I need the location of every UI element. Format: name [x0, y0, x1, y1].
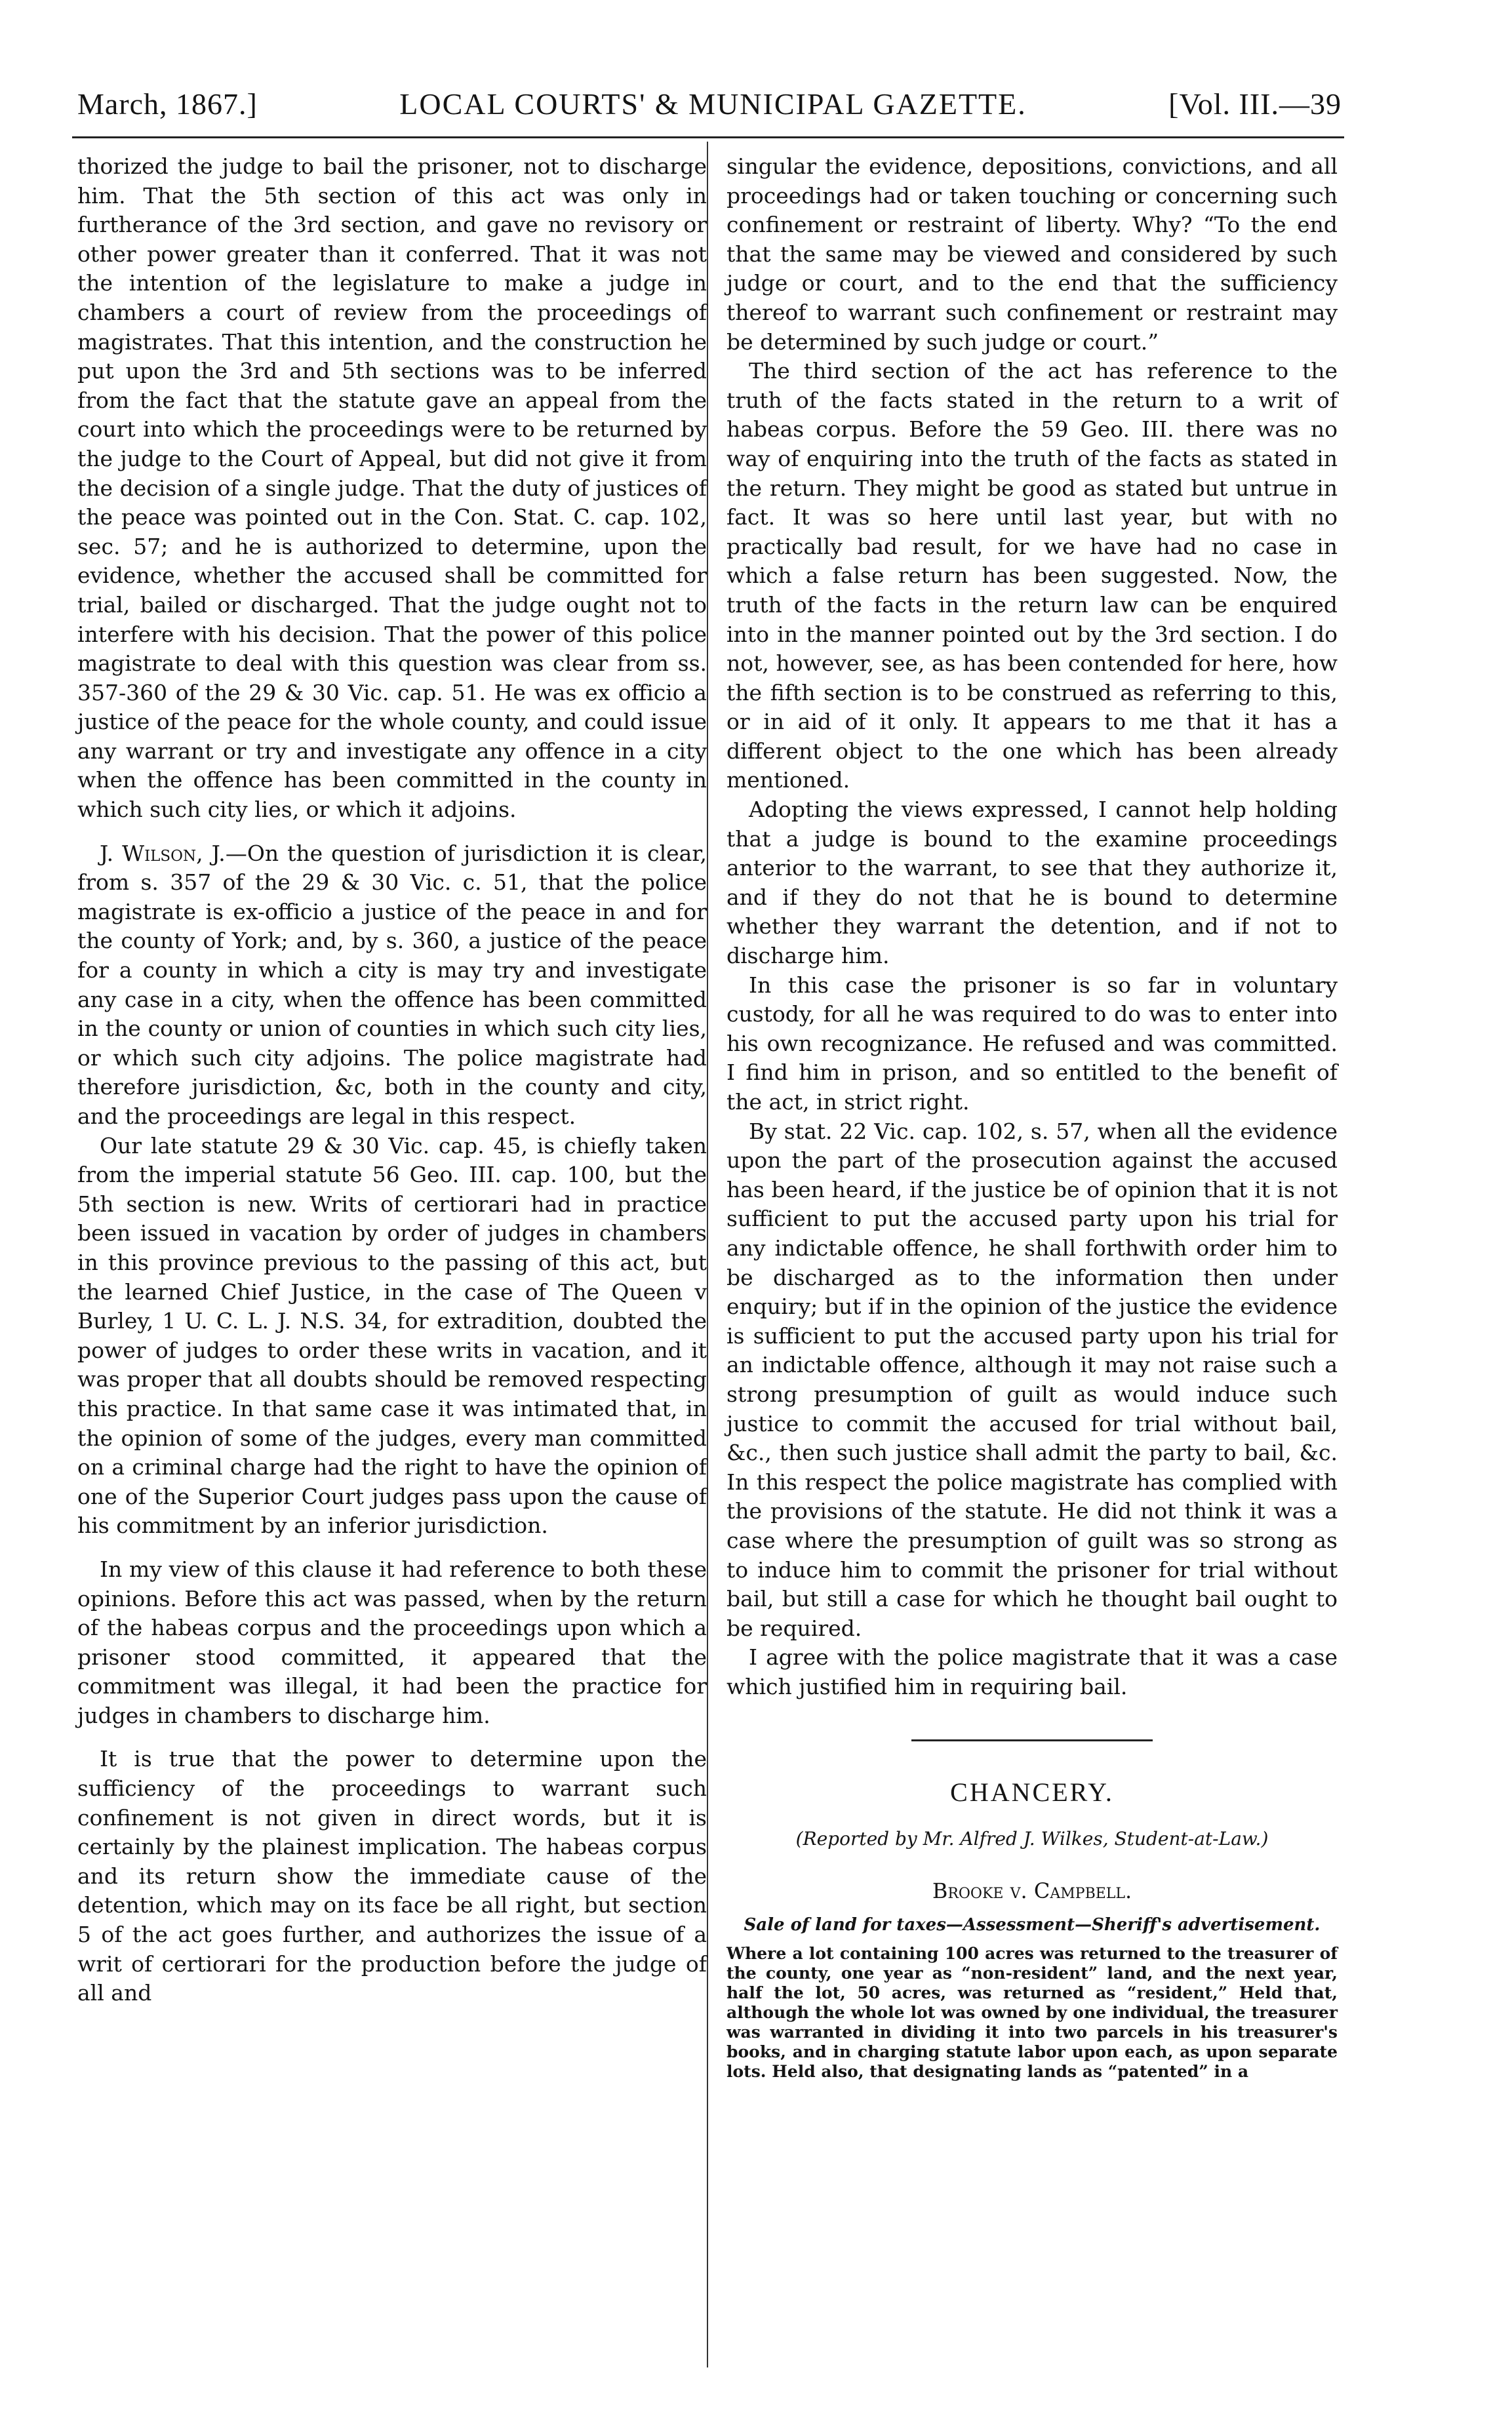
- header-publication-title: LOCAL COURTS' & MUNICIPAL GAZETTE.: [399, 87, 1027, 121]
- section-title: CHANCERY.: [950, 1777, 1114, 1808]
- right-paragraph-6: I agree with the police magistrate that it was a case which justified him in requiring bail.: [726, 1644, 1338, 1699]
- header-rule: [72, 136, 1344, 138]
- case-title: Brooke v. Campbell.: [932, 1878, 1132, 1903]
- left-paragraph-3: Our late statute 29 & 30 Vic. cap. 45, is chiefly taken from the imperial statute 56 Geo. III. cap. 100, but the 5th section is new. Writs of certiorari had in practice been issued in vacation by order of judges in chambers in this province previous to the passing of this act, but the learned Chief Justice, in the case of The Queen v Burley, 1 U. C. L. J. N.S. 34, for extradition, doubted the power of judges to order these writs in vacation, and it was proper that all doubts should be removed respecting this practice. In that same case it was intimated that, in the opinion of some of the judges, every man committed on a criminal charge had the right to have the opinion of one of the Superior Court judges pass upon the cause of his commitment by an inferior jurisdiction.: [77, 1132, 707, 1539]
- column-divider: [707, 142, 708, 2367]
- right-column: [726, 152, 1338, 2082]
- header-volume-page: [Vol. III.—39: [1168, 87, 1342, 121]
- judge-name: J. Wilson, J.: [100, 840, 226, 866]
- left-column: [77, 152, 707, 2008]
- left-paragraph-2: [77, 839, 707, 1132]
- right-paragraph-2: The third section of the act has reference to the truth of the facts stated in the return to a writ of habeas corpus. Before the 59 Geo. III. there was no way of enquiring into the truth of the facts as stated in the return. They might be good as stated but untrue in fact. It was so here until last year, but with no practically bad result, for we have had no case in which a false return has been suggested. Now, the truth of the facts in the return law can be enquired into in the manner pointed out by the 3rd section. I do not, however, see, as has been contended for here, how the fifth section is to be construed as referring to this, or in aid of it only. It appears to me that it has a different object to the one which has been already mentioned.: [726, 358, 1338, 793]
- headnote-subject: Sale of land for taxes—Assessment—Sheriff's advertisement.: [744, 1915, 1321, 1935]
- left-paragraph-2-text: —On the question of jurisdiction it is clear, from s. 357 of the 29 & 30 Vic. c. 51, that the police magistrate is ex-officio a justice of the peace in and for the county of York; and, by s. 360, a justice of the peace for a county in which a city is may try and investigate any case in a city, when the offence has been committed in the county or union of counties in which such city lies, or which such city adjoins. The police magistrate had therefore jurisdiction, &c, both in the county and city, and the proceedings are legal in this respect.: [77, 840, 707, 1129]
- right-paragraph-1: singular the evidence, depositions, convictions, and all proceedings had or taken touching or concerning such confinement or restraint of liberty. Why? “To the end that the same may be viewed and considered by such judge or court, and to the end that the sufficiency thereof to warrant such confinement or restraint may be determined by such judge or court.”: [726, 153, 1338, 355]
- left-paragraph-1: thorized the judge to bail the prisoner, not to discharge him. That the 5th section of this act was only in furtherance of the 3rd section, and gave no revisory or other power greater than it conferred. That it was not the intention of the legislature to make a judge in chambers a court of review from the proceedings of magistrates. That this intention, and the construction he put upon the 3rd and 5th sections was to be inferred from the fact that the statute gave an appeal from the court into which the proceedings were to be returned by the judge to the Court of Appeal, but did not give it from the decision of a single judge. That the duty of justices of the peace was pointed out in the Con. Stat. C. cap. 102, sec. 57; and he is authorized to determine, upon the evidence, whether the accused shall be committed for trial, bailed or discharged. That the judge ought not to interfere with his decision. That the power of this police magistrate to deal with this question was clear from ss. 357-360 of the 29 & 30 Vic. cap. 51. He was ex officio a justice of the peace for the whole county, and could issue any warrant or try and investigate any offence in a city when the offence has been committed in the county in which such city lies, or which it adjoins.: [77, 153, 707, 823]
- section-divider: [911, 1739, 1153, 1741]
- reporter-line: (Reported by Mr. Alfred J. Wilkes, Student-at-Law.): [795, 1828, 1269, 1850]
- header-date: March, 1867.]: [77, 87, 258, 121]
- running-header: [77, 77, 1342, 130]
- right-paragraph-5: By stat. 22 Vic. cap. 102, s. 57, when all the evidence upon the part of the prosecution against the accused has been heard, if the justice be of opinion that it is not sufficient to put the accused party upon his trial for any indictable offence, he shall forthwith order him to be discharged as to the information then under enquiry; but if in the opinion of the justice the evidence is sufficient to put the accused party upon his trial for an indictable offence, although it may not raise such a strong presumption of guilt as would induce such justice to commit the accused for trial without bail, &c., then such justice shall admit the party to bail, &c. In this respect the police magistrate has complied with the provisions of the statute. He did not think it was a case where the presumption of guilt was so strong as to induce him to commit the prisoner for trial without bail, but still a case for which he thought bail ought to be required.: [726, 1118, 1338, 1641]
- left-paragraph-4: In my view of this clause it had reference to both these opinions. Before this act was passed, when by the return of the habeas corpus and the proceedings upon which a prisoner stood committed, it appeared that the commitment was illegal, it had been the practice for judges in chambers to discharge him.: [77, 1556, 707, 1728]
- right-paragraph-4: In this case the prisoner is so far in voluntary custody, for all he was required to do was to enter into his own recognizance. He refused and was committed. I find him in prison, and so entitled to the benefit of the act, in strict right.: [726, 972, 1338, 1115]
- left-paragraph-5: It is true that the power to determine upon the sufficiency of the proceedings to warrant such confinement is not given in direct words, but it is certainly by the plainest implication. The habeas corpus and its return show the immediate cause of the detention, which may on its face be all right, but section 5 of the act goes further, and authorizes the issue of a writ of certiorari for the production before the judge of all and: [77, 1746, 707, 2006]
- right-paragraph-3: Adopting the views expressed, I cannot help holding that a judge is bound to the examine proceedings anterior to the warrant, to see that they authorize it, and if they do not that he is bound to determine whether they warrant the detention, and if not to discharge him.: [726, 797, 1338, 969]
- headnote-text: Where a lot containing 100 acres was returned to the treasurer of the county, one year as “non-resident” land, and the next year, half the lot, 50 acres, was returned as “resident,” Held that, although the whole lot was owned by one individual, the treasurer was warranted in dividing it into two parcels in his treasurer's books, and in charging statute labor upon each, as upon separate lots. Held also, that designating lands as “patented” in a: [726, 1943, 1338, 2081]
